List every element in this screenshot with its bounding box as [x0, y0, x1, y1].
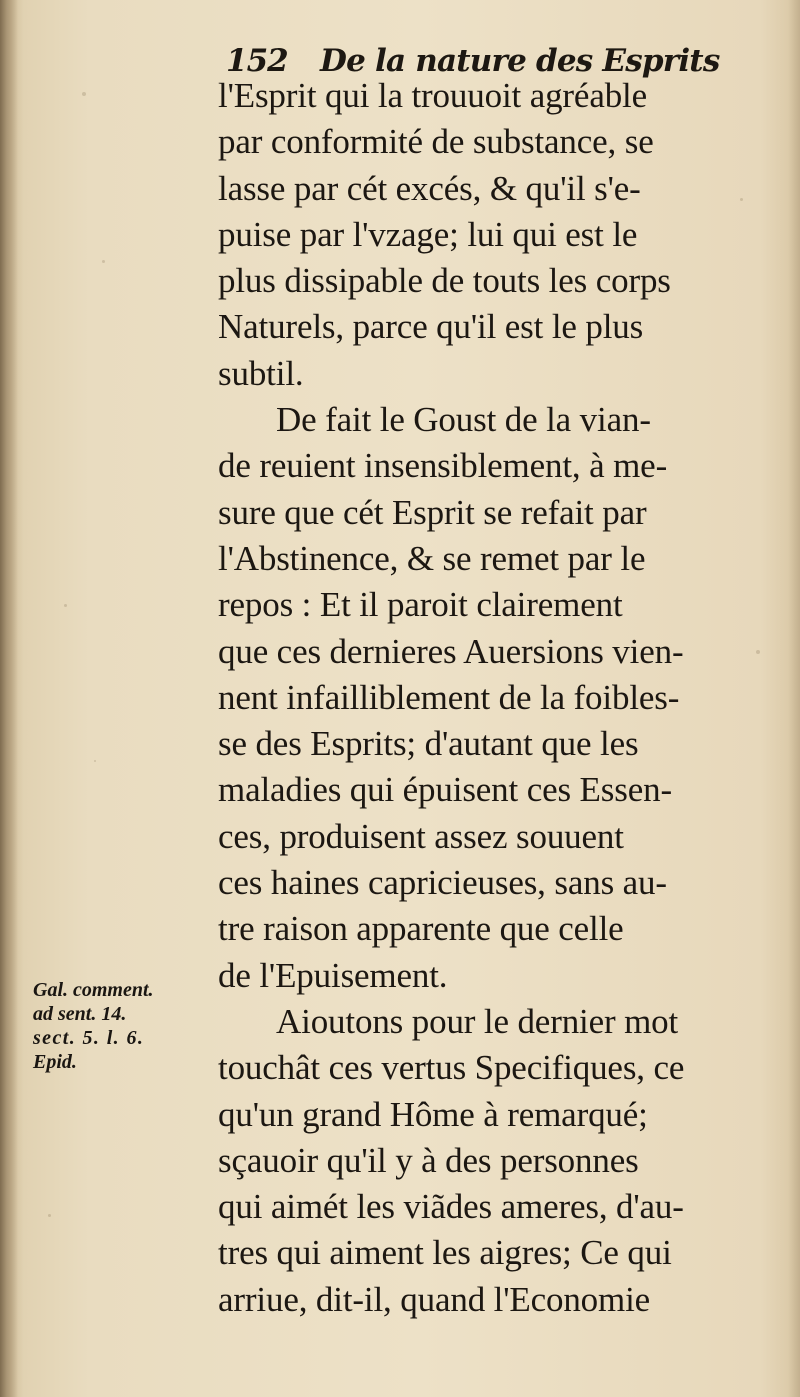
text-line-13: que ces dernieres Auersions vien- — [218, 631, 684, 671]
text-line-5: plus dissipable de touts les corps — [218, 261, 671, 301]
text-line-27: arriue, dit-il, quand l'Economie — [218, 1279, 651, 1319]
text-line-25: qui aimét les viãdes ameres, d'au- — [218, 1187, 684, 1227]
text-line-15: se des Esprits; d'autant que les — [218, 724, 639, 764]
binding-shadow — [0, 0, 18, 1397]
paper-speckle — [64, 604, 67, 607]
running-title: De la nature des Esprits — [320, 43, 720, 79]
text-line-22: touchât ces vertus Specifiques, ce — [218, 1048, 685, 1088]
body-text — [218, 73, 753, 1318]
page-edge-shadow — [788, 0, 800, 1397]
text-line-23: qu'un grand Hôme à remarqué; — [218, 1094, 648, 1134]
paper-speckle — [756, 650, 760, 654]
text-line-16: maladies qui épuisent ces Essen- — [218, 770, 672, 810]
text-line-7: subtil. — [218, 353, 304, 393]
text-line-6: Naturels, parce qu'il est le plus — [218, 307, 644, 347]
page-number: 152 — [226, 43, 288, 79]
text-line-20: de l'Epuisement. — [218, 955, 448, 995]
margin-note-line-3: sect. 5. l. 6. — [33, 1027, 145, 1049]
paper-speckle — [94, 760, 96, 762]
text-line-9: de reuient insensiblement, à me- — [218, 446, 668, 486]
paragraph-start-line: Aioutons pour le dernier mot — [276, 1001, 679, 1041]
paper-speckle — [102, 260, 105, 263]
text-line-3: lasse par cét excés, & qu'il s'e- — [218, 168, 641, 208]
text-line-14: nent infailliblement de la foibles- — [218, 677, 680, 717]
paper-speckle — [82, 92, 86, 96]
margin-note-line-1: Gal. comment. — [33, 979, 154, 1001]
text-line-2: par conformité de substance, se — [218, 122, 654, 162]
text-line-4: puise par l'vzage; lui qui est le — [218, 214, 638, 254]
text-line-10: sure que cét Esprit se refait par — [218, 492, 647, 532]
text-line-12: repos : Et il paroit clairement — [218, 585, 623, 625]
text-line-19: tre raison apparente que celle — [218, 909, 624, 949]
text-line-17: ces, produisent assez souuent — [218, 816, 624, 856]
marginal-citation — [33, 978, 208, 1074]
paper-speckle — [48, 1214, 51, 1217]
text-line-26: tres qui aiment les aigres; Ce qui — [218, 1233, 672, 1273]
text-line-18: ces haines capricieuses, sans au- — [218, 863, 667, 903]
paragraph-start-line: De fait le Goust de la vian- — [276, 400, 651, 440]
text-line-1: l'Esprit qui la trouuoit agréable — [218, 76, 648, 115]
margin-note-line-2: ad sent. 14. — [33, 1003, 127, 1025]
text-line-11: l'Abstinence, & se remet par le — [218, 538, 646, 578]
margin-note-line-4: Epid. — [33, 1051, 77, 1073]
text-line-24: sçauoir qu'il y à des personnes — [218, 1140, 639, 1180]
